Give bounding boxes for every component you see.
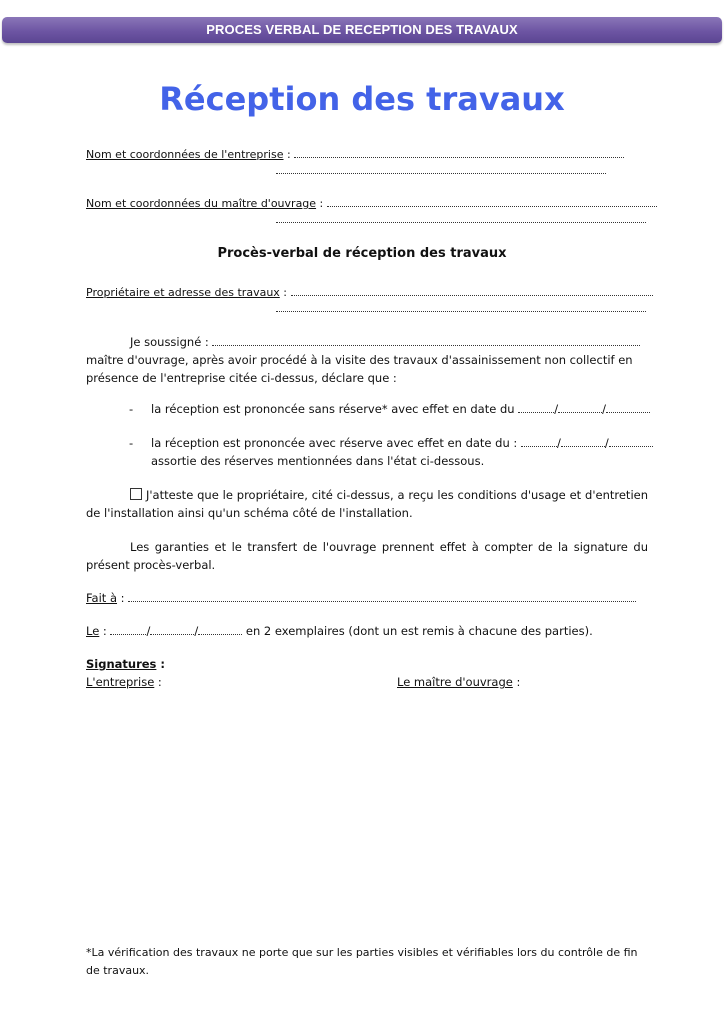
entreprise-input-line-2[interactable] — [276, 164, 606, 174]
date-month-input[interactable] — [558, 403, 602, 413]
maitre-input-line-2[interactable] — [276, 213, 646, 223]
date-day-input[interactable] — [110, 625, 146, 635]
fait-a-label: Fait à — [86, 591, 118, 605]
signature-entreprise-label: L'entreprise — [86, 675, 155, 689]
le-label: Le — [86, 624, 100, 638]
date-separator: / — [602, 402, 606, 416]
option-avec-reserve-text — [151, 434, 653, 452]
fait-a-field — [86, 591, 636, 605]
signature-colon: : — [512, 675, 521, 689]
header-banner: PROCES VERBAL DE RECEPTION DES TRAVAUX — [2, 17, 722, 43]
field-separator: : — [279, 286, 291, 299]
date-month-input[interactable] — [150, 625, 194, 635]
soussigne-label: Je soussigné : — [130, 335, 213, 349]
signature-colon: : — [154, 675, 162, 689]
garanties-paragraph: Les garanties et le transfert de l'ouvrage prennent effet à compter de la signature du présent procès-verbal. — [86, 540, 648, 572]
date-separator: / — [554, 402, 559, 416]
date-separator: / — [556, 436, 561, 450]
attestation-text: J'atteste que le propriétaire, cité ci-dessus, a reçu les conditions d'usage et d'entretien de l'installation ainsi qu'un schéma côté de l'installation. — [86, 488, 648, 520]
signatures-heading — [86, 656, 165, 672]
le-date-field — [86, 624, 593, 638]
signature-entreprise[interactable] — [86, 674, 162, 690]
attestation-checkbox[interactable] — [130, 488, 142, 500]
signature-maitre[interactable] — [397, 674, 520, 690]
fait-a-input-line[interactable] — [128, 592, 636, 602]
option-avec-reserve-continuation: assortie des réserves mentionnées dans l'état ci-dessous. — [151, 454, 485, 468]
attestation-paragraph — [86, 486, 648, 522]
proprietaire-input-line[interactable] — [291, 286, 653, 296]
section-subtitle: Procès-verbal de réception des travaux — [217, 246, 507, 261]
field-separator: : — [117, 591, 129, 605]
entreprise-label: Nom et coordonnées de l'entreprise — [86, 148, 284, 161]
proprietaire-input-line-2[interactable] — [276, 302, 646, 312]
signatures-title: Signatures — [86, 657, 157, 671]
signatures-colon: : — [156, 657, 166, 671]
date-year-input[interactable] — [606, 403, 650, 413]
entreprise-field — [86, 148, 624, 162]
field-separator: : — [99, 624, 111, 638]
date-day-input[interactable] — [521, 437, 557, 447]
option-sans-reserve-text — [151, 400, 650, 418]
date-separator: / — [604, 436, 609, 450]
field-separator: : — [283, 148, 295, 161]
declaration-text: maître d'ouvrage, après avoir procédé à la visite des travaux d'assainissement non collectif en présence de l'entreprise citée ci-dessus, déclare que : — [86, 353, 633, 385]
option2-label: la réception est prononcée avec réserve avec effet en date du : — [151, 436, 521, 450]
page-title: Réception des travaux — [159, 80, 565, 118]
option1-label: la réception est prononcée sans réserve* avec effet en date du — [151, 402, 519, 416]
maitre-input-line[interactable] — [327, 197, 657, 207]
date-month-input[interactable] — [561, 437, 605, 447]
date-separator: / — [194, 624, 199, 638]
maitre-field — [86, 197, 657, 211]
soussigne-paragraph — [86, 333, 648, 387]
field-separator: : — [316, 197, 327, 210]
entreprise-input-line[interactable] — [294, 148, 624, 158]
maitre-label: Nom et coordonnées du maître d'ouvrage — [86, 197, 317, 210]
proprietaire-label: Propriétaire et adresse des travaux — [86, 286, 280, 299]
signature-maitre-label: Le maître d'ouvrage — [397, 675, 513, 689]
proprietaire-field — [86, 286, 653, 300]
date-separator: / — [146, 624, 151, 638]
date-year-input[interactable] — [609, 437, 653, 447]
bullet-dash: - — [129, 402, 134, 416]
option-sans-reserve — [129, 400, 606, 418]
bullet-dash: - — [129, 436, 134, 450]
exemplaires-text: en 2 exemplaires (dont un est remis à chacune des parties). — [242, 624, 593, 638]
footnote: *La vérification des travaux ne porte que sur les parties visibles et vérifiables lors du contrôle de fin de travaux. — [86, 946, 638, 977]
date-year-input[interactable] — [198, 625, 242, 635]
soussigne-input-line[interactable] — [212, 336, 640, 346]
date-day-input[interactable] — [518, 403, 554, 413]
option-avec-reserve — [129, 434, 609, 468]
